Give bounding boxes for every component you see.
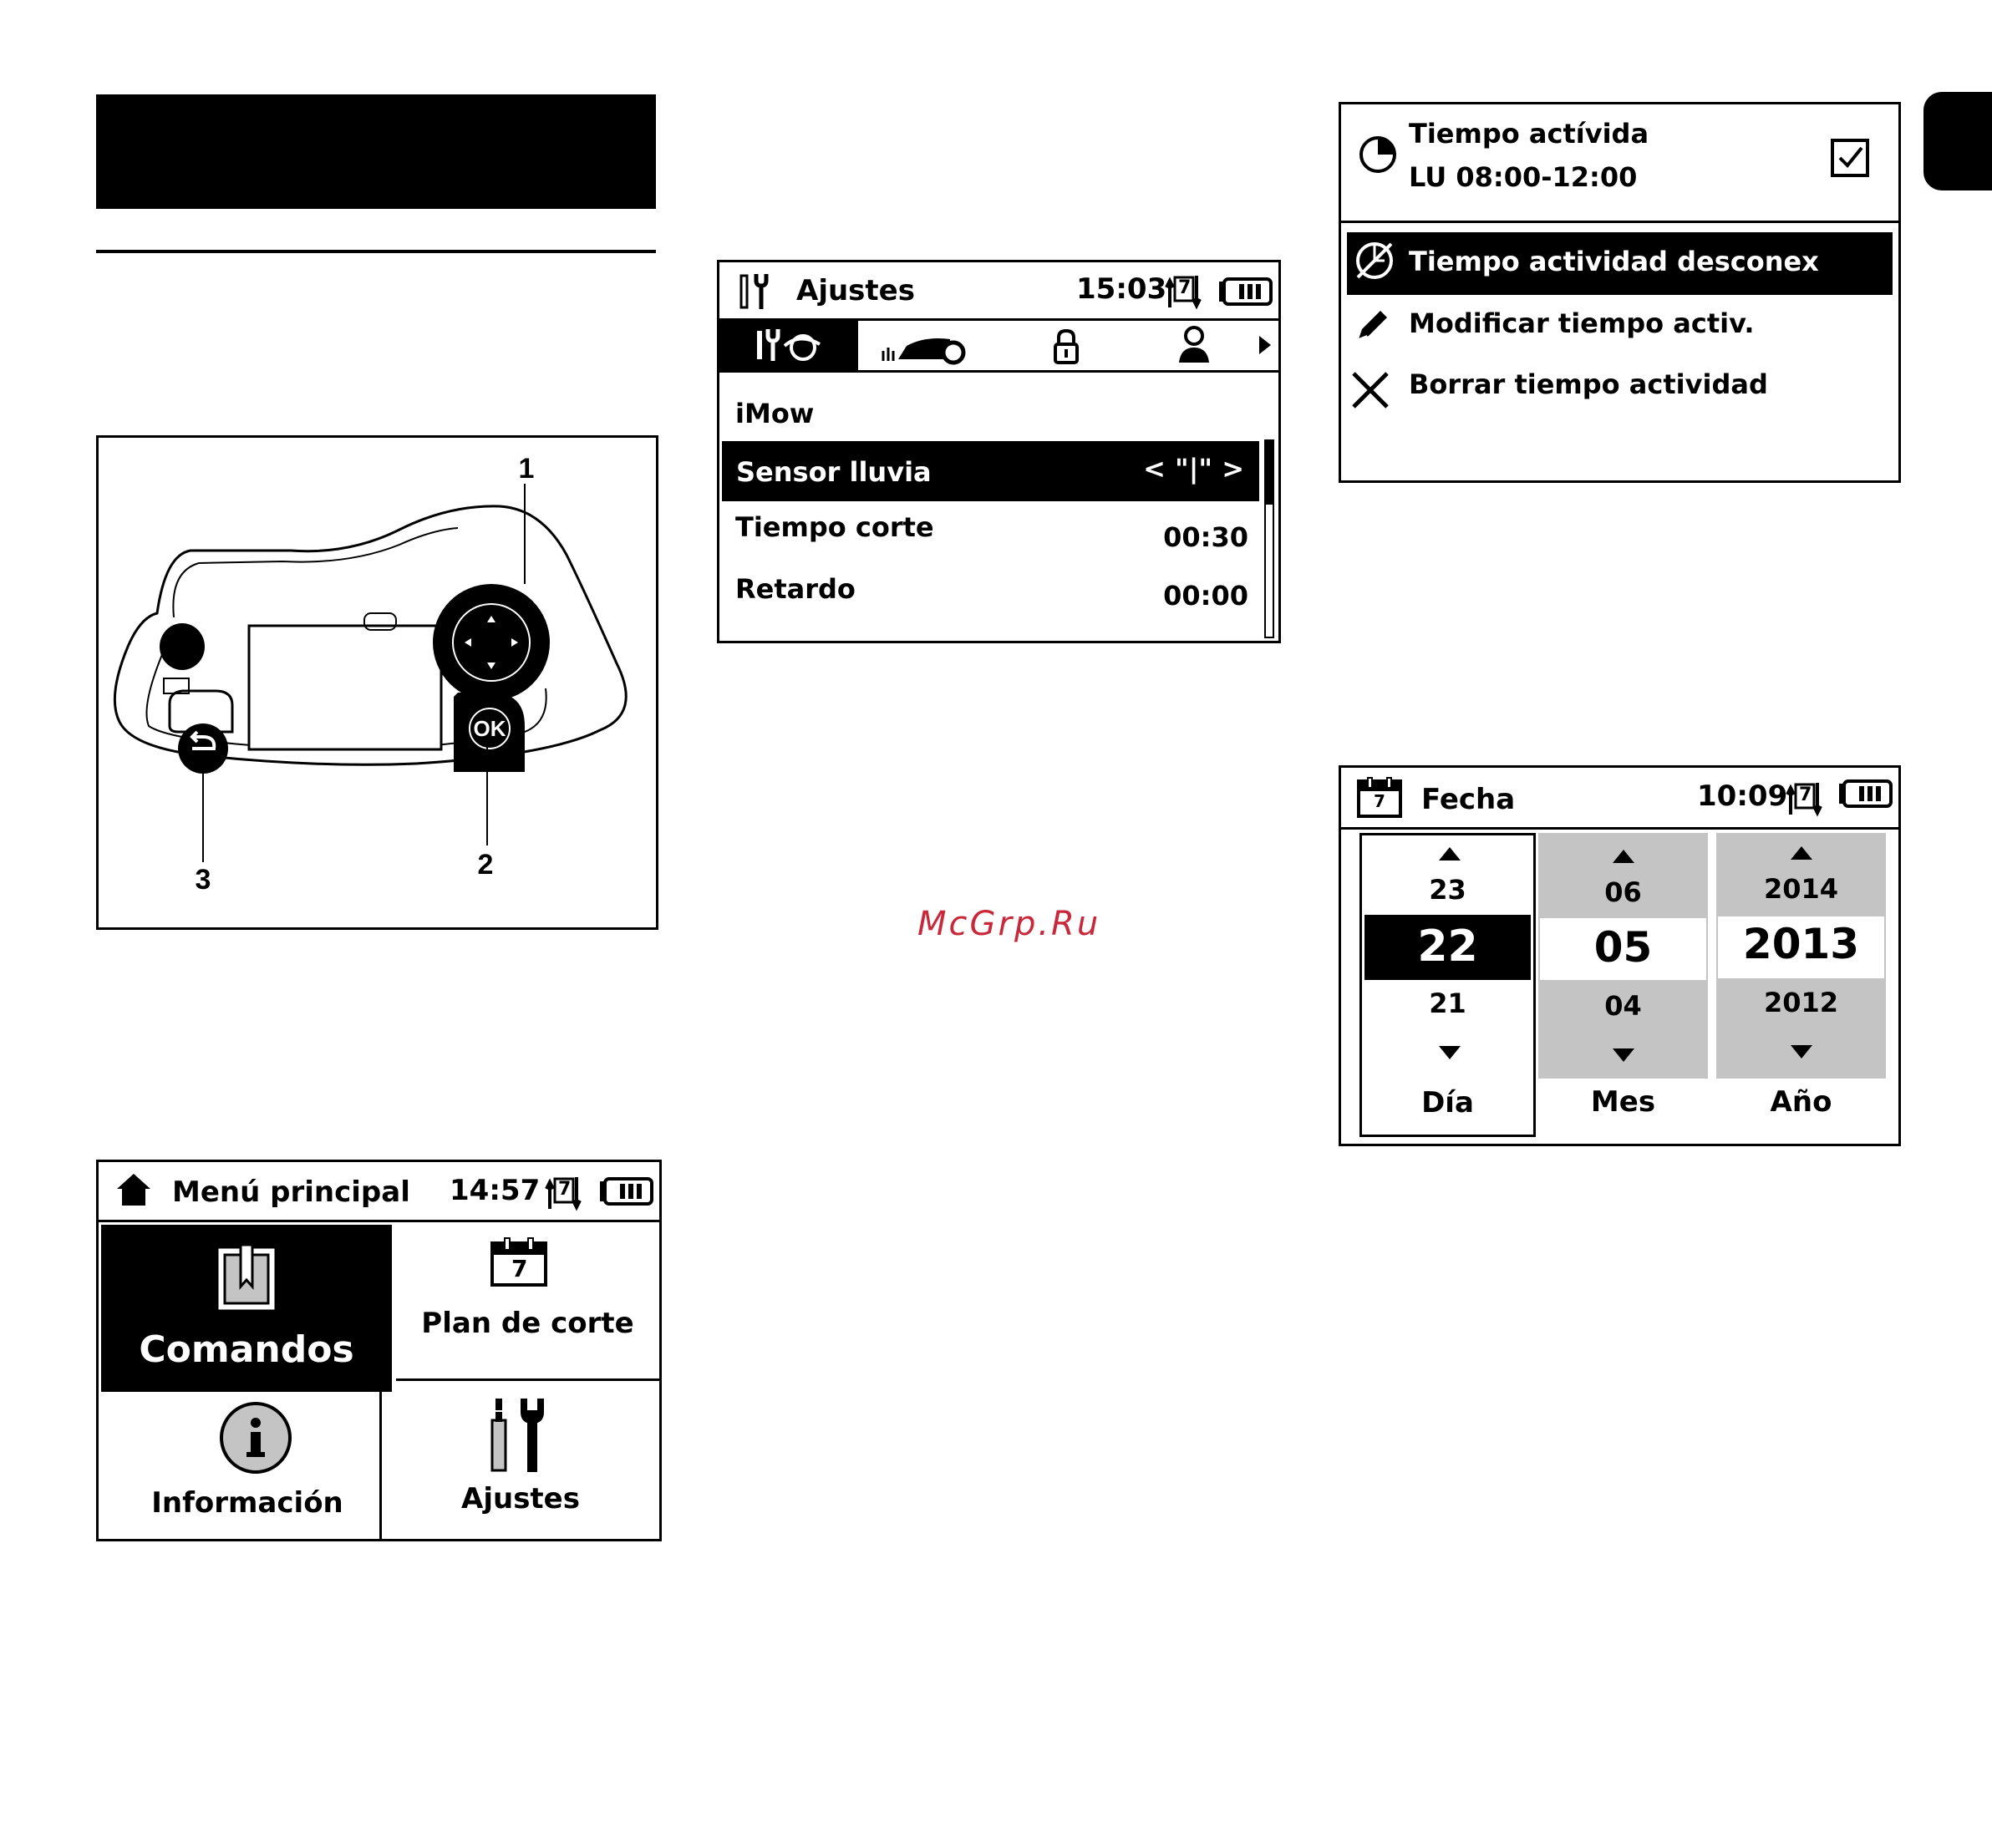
- day-column[interactable]: 23 22 21 Día: [1359, 833, 1536, 1137]
- tools-icon: [485, 1395, 552, 1475]
- year-up-arrow[interactable]: [1789, 845, 1814, 861]
- active-time-header: [1341, 104, 1898, 223]
- display-window: [249, 626, 441, 749]
- option-modify-active-time[interactable]: Modificar tiempo activ.: [1347, 299, 1893, 356]
- calendar-icon: 7: [1356, 776, 1403, 820]
- clock-icon: [1358, 135, 1398, 175]
- menu-item-information[interactable]: Información: [101, 1392, 379, 1539]
- battery-icon: [1217, 277, 1273, 306]
- power-button: [160, 623, 205, 670]
- month-column[interactable]: 06 05 04 Mes: [1538, 833, 1708, 1137]
- day-up-arrow[interactable]: [1437, 845, 1462, 862]
- watermark: McGrp.Ru: [917, 905, 1101, 943]
- battery-icon: [1837, 779, 1893, 808]
- calendar-sync-icon: 7: [545, 1172, 582, 1212]
- ok-label: OK: [473, 716, 506, 741]
- tab-mower[interactable]: [858, 321, 997, 370]
- commands-icon: [217, 1243, 276, 1312]
- section-header-bar: [96, 94, 656, 209]
- info-icon: [218, 1400, 293, 1475]
- main-menu-header: [99, 1162, 659, 1222]
- main-menu-screen: [96, 1160, 662, 1541]
- settings-scrollbar[interactable]: [1264, 439, 1274, 638]
- option-delete-active-time[interactable]: Borrar tiempo actividad: [1347, 360, 1893, 417]
- device-figure: [96, 435, 658, 930]
- clock-disabled-icon: [1353, 239, 1396, 282]
- settings-header: [719, 262, 1278, 321]
- calendar-icon: 7: [490, 1236, 548, 1288]
- menu-item-settings[interactable]: Ajustes: [382, 1392, 659, 1539]
- settings-title: Ajustes: [796, 274, 915, 307]
- main-menu-time: 14:57: [450, 1174, 541, 1207]
- callout-2: 2: [477, 849, 494, 881]
- settings-row-rain-sensor[interactable]: Sensor lluvia < "|" >: [722, 441, 1259, 501]
- settings-tab-bar: [719, 321, 1278, 373]
- active-time-title: Tiempo actívida: [1409, 118, 1649, 150]
- pencil-icon: [1352, 304, 1394, 346]
- date-title: Fecha: [1421, 783, 1516, 816]
- settings-row-delay[interactable]: Retardo 00:00: [735, 573, 1248, 612]
- menu-item-commands[interactable]: Comandos: [101, 1225, 392, 1392]
- month-up-arrow[interactable]: [1611, 848, 1636, 865]
- month-label: Mes: [1590, 1085, 1656, 1119]
- month-selected[interactable]: 05: [1540, 918, 1706, 980]
- page-edge-tab: [1923, 92, 1992, 190]
- home-icon: [114, 1172, 154, 1207]
- control-dial: [433, 584, 550, 701]
- tab-user[interactable]: [1136, 321, 1253, 370]
- next-tab-arrow[interactable]: [1254, 321, 1274, 370]
- date-header: [1341, 768, 1898, 830]
- active-time-detail: LU 08:00-12:00: [1409, 161, 1638, 193]
- calendar-sync-icon: 7: [1786, 778, 1822, 818]
- settings-row-cut-time[interactable]: Tiempo corte 00:30: [735, 511, 1248, 553]
- day-down-arrow[interactable]: [1437, 1044, 1462, 1061]
- control-panel-illustration: [99, 438, 656, 927]
- day-selected[interactable]: 22: [1364, 915, 1531, 980]
- callout-3: 3: [195, 864, 211, 896]
- tab-tools[interactable]: [719, 321, 858, 370]
- close-icon: [1349, 368, 1392, 412]
- year-selected[interactable]: 2013: [1718, 916, 1884, 978]
- battery-icon: [598, 1177, 653, 1206]
- callout-1: 1: [518, 453, 535, 485]
- section-rule: [96, 250, 656, 253]
- option-disable-active-time[interactable]: Tiempo actividad desconex: [1347, 232, 1893, 295]
- day-label: Día: [1421, 1086, 1474, 1119]
- settings-section-title: iMow: [735, 398, 815, 429]
- settings-screen: [717, 260, 1281, 643]
- calendar-sync-icon: 7: [1165, 271, 1202, 311]
- settings-time: 15:03: [1076, 272, 1167, 306]
- year-column[interactable]: 2014 2013 2012 Año: [1716, 833, 1886, 1137]
- date-screen: [1339, 765, 1901, 1146]
- main-menu-title: Menú principal: [172, 1175, 410, 1209]
- active-time-menu: [1339, 102, 1901, 483]
- checkbox-checked-icon[interactable]: [1830, 138, 1870, 178]
- tools-icon: [738, 271, 771, 312]
- scrollbar-thumb[interactable]: [1266, 441, 1273, 505]
- year-down-arrow[interactable]: [1789, 1043, 1814, 1060]
- month-down-arrow[interactable]: [1611, 1047, 1636, 1064]
- tab-lock[interactable]: [997, 321, 1136, 370]
- menu-item-mowing-plan[interactable]: 7 Plan de corte: [396, 1225, 659, 1381]
- year-label: Año: [1770, 1085, 1832, 1119]
- date-time: 10:09: [1697, 779, 1788, 813]
